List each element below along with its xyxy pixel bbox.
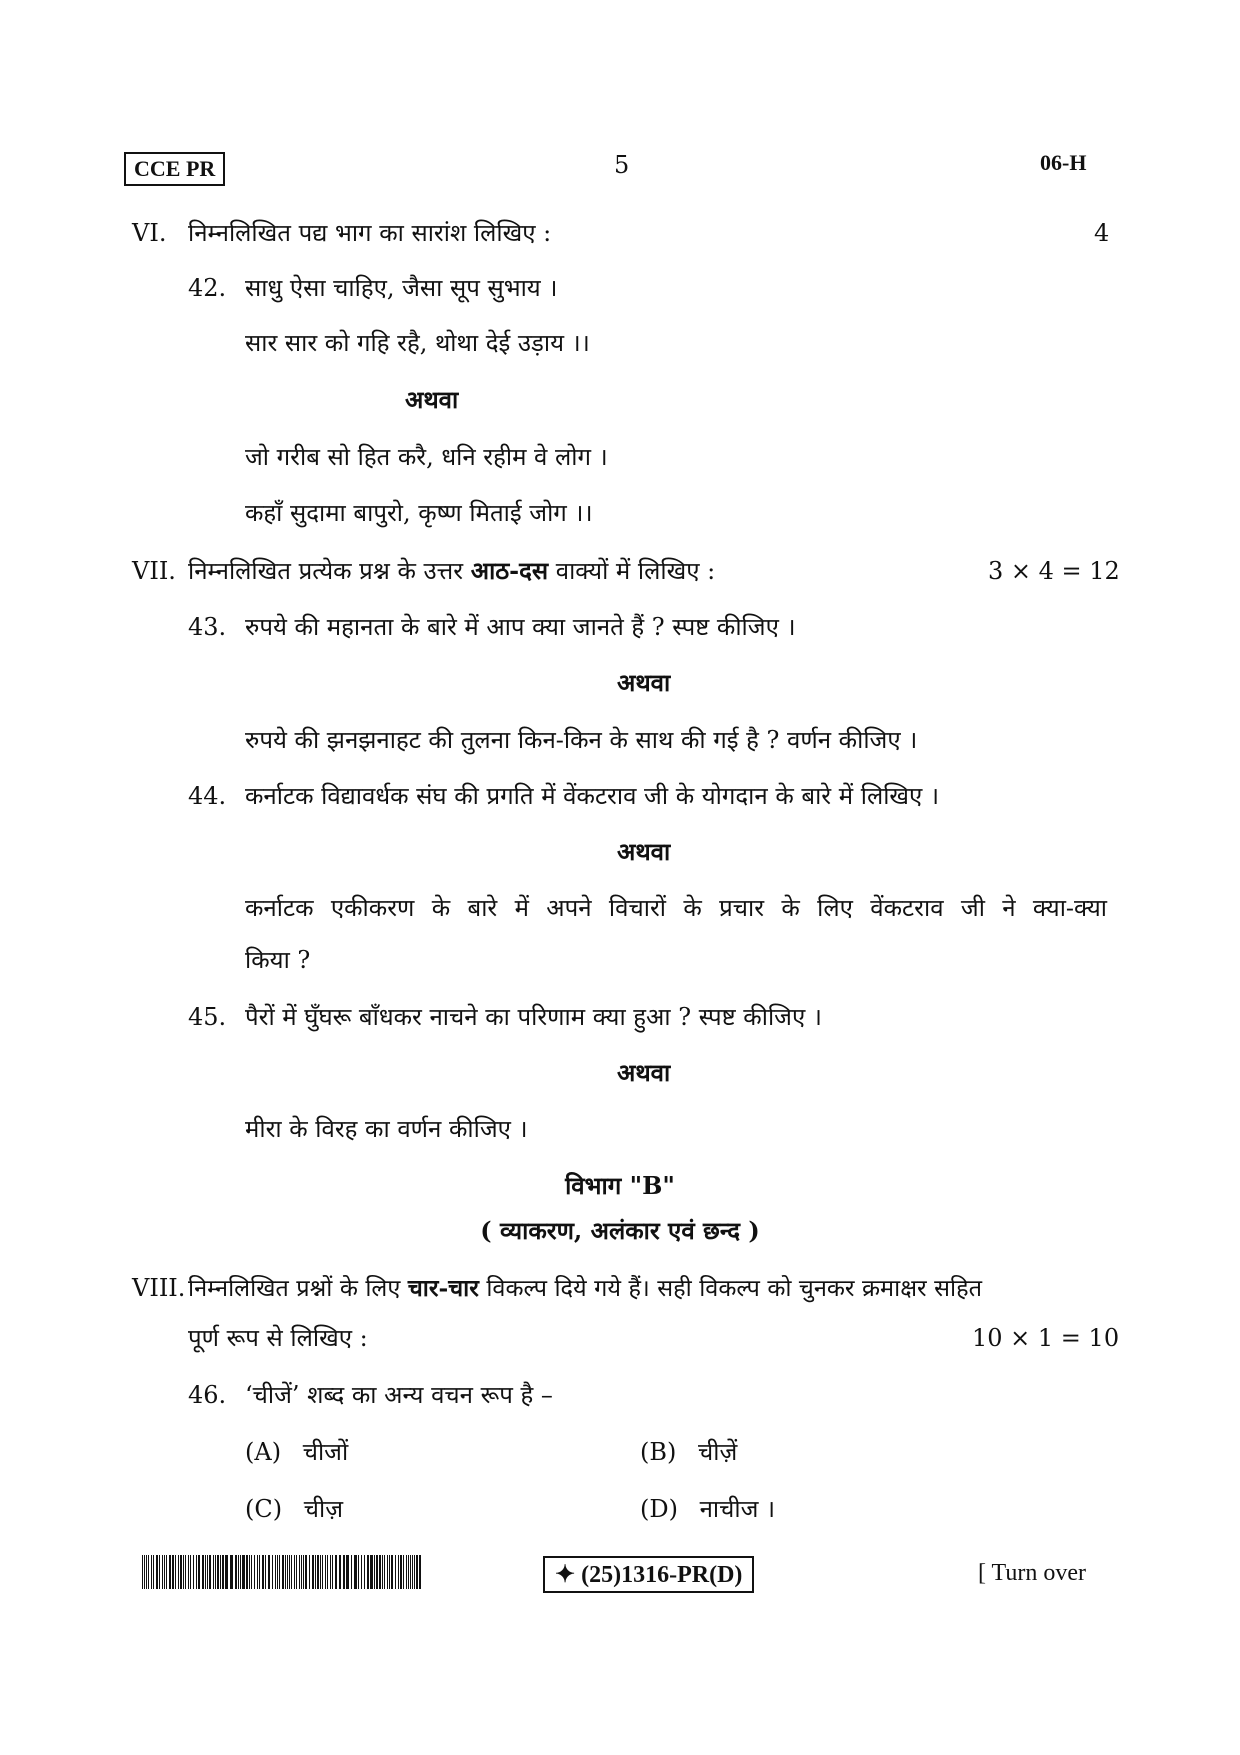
barcode-bar <box>339 1555 341 1589</box>
barcode-bar <box>242 1555 245 1589</box>
barcode-bar <box>180 1555 182 1589</box>
section-8-instruction-post: विकल्प दिये गये हैं। सही विकल्प को चुनकर क्रमाक्षर सहित <box>486 1274 982 1302</box>
barcode-bar <box>315 1555 316 1589</box>
barcode-bar <box>400 1555 402 1589</box>
barcode-bar <box>217 1555 219 1589</box>
barcode-bar <box>142 1555 143 1589</box>
barcode-bar <box>172 1555 174 1589</box>
barcode-bar <box>398 1555 399 1589</box>
barcode-bar <box>175 1555 176 1589</box>
q42-alt-line-1: जो गरीब सो हित करै, धनि रहीम वे लोग । <box>245 443 608 471</box>
barcode-bar <box>289 1555 290 1589</box>
barcode-bar <box>275 1555 276 1589</box>
section-7-instruction-pre: निम्नलिखित प्रत्येक प्रश्न के उत्तर <box>188 557 464 585</box>
barcode-bar <box>268 1555 270 1589</box>
barcode-bar <box>367 1555 369 1589</box>
barcode-bar <box>361 1555 362 1589</box>
barcode-bar <box>322 1555 323 1589</box>
barcode-bar <box>395 1555 396 1589</box>
barcode-bar <box>254 1555 255 1589</box>
barcode-bar <box>220 1555 221 1589</box>
barcode-bar <box>320 1555 321 1589</box>
barcode-bar <box>374 1555 375 1589</box>
barcode-bar <box>209 1555 211 1589</box>
subject-code: 06-H <box>1040 150 1087 175</box>
q42-line-1: साधु ऐसा चाहिए, जैसा सूप सुभाय । <box>245 274 558 302</box>
q44-or: अथवा <box>617 837 671 866</box>
barcode-bar <box>343 1555 345 1589</box>
barcode-bar <box>262 1555 264 1589</box>
option-text: चीजों <box>302 1438 349 1466</box>
paper-code-footer-text: (25)1316-PR(D) <box>581 1562 743 1588</box>
barcode-bar <box>358 1555 359 1589</box>
paper-code-footer <box>543 1556 754 1593</box>
q46-text: ‘चीजें’ शब्द का अन्य वचन रूप है – <box>245 1381 553 1409</box>
option-label: (A) <box>245 1438 282 1466</box>
q42-or: अथवा <box>405 385 459 414</box>
barcode-bar <box>325 1555 326 1589</box>
barcode-bar <box>144 1555 145 1589</box>
barcode-bar <box>384 1555 385 1589</box>
barcode-bar <box>205 1555 206 1589</box>
barcode-bar <box>183 1555 184 1589</box>
barcode-bar <box>196 1555 197 1589</box>
barcode-bar <box>389 1555 390 1589</box>
paper-code-text: CCE PR <box>134 156 216 181</box>
barcode-bar <box>153 1555 154 1589</box>
q42-alt-line-2: कहाँ सुदामा बापुरो, कृष्ण मिताई जोग ।। <box>245 499 593 527</box>
barcode-bar <box>406 1555 407 1589</box>
q44-number: 44. <box>188 782 227 810</box>
barcode-bar <box>332 1555 333 1589</box>
q45-alt: मीरा के विरह का वर्णन कीजिए । <box>245 1115 528 1143</box>
barcode-bar <box>312 1555 314 1589</box>
barcode-bar <box>259 1555 260 1589</box>
barcode-bar <box>148 1555 149 1589</box>
barcode-bar <box>414 1555 415 1589</box>
barcode-bar <box>282 1555 284 1589</box>
barcode-bar <box>169 1555 171 1589</box>
barcode-bar <box>159 1555 160 1589</box>
barcode-image <box>142 1555 424 1589</box>
barcode-bar <box>317 1555 319 1589</box>
section-b-subtitle: ( व्याकरण, अलंकार एवं छन्द ) <box>480 1216 760 1245</box>
section-7-marks: 3 × 4 = 12 <box>988 557 1120 585</box>
q46-option-b <box>640 1437 737 1467</box>
q43-alt: रुपये की झनझनाहट की तुलना किन-किन के साथ की गई है ? वर्णन कीजिए । <box>245 726 918 754</box>
barcode-bar <box>178 1555 179 1589</box>
barcode-bar <box>303 1555 304 1589</box>
barcode-bar <box>370 1555 373 1589</box>
barcode-bar <box>296 1555 297 1589</box>
barcode-bar <box>251 1555 252 1589</box>
barcode-bar <box>379 1555 381 1589</box>
barcode-bar <box>207 1555 208 1589</box>
option-text: नाचीज । <box>699 1495 776 1523</box>
section-6-number: VI. <box>132 219 167 247</box>
barcode-bar <box>249 1555 250 1589</box>
option-label: (C) <box>245 1495 283 1523</box>
barcode-bar <box>215 1555 216 1589</box>
barcode-bar <box>238 1555 239 1589</box>
barcode-bar <box>222 1555 224 1589</box>
barcode-bar <box>330 1555 331 1589</box>
barcode-bar <box>272 1555 273 1589</box>
barcode-bar <box>230 1555 233 1589</box>
q43-text: रुपये की महानता के बारे में आप क्या जानते हैं ? स्पष्ट कीजिए । <box>245 613 796 641</box>
q44-text: कर्नाटक विद्यावर्धक संघ की प्रगति में वेंकटराव जी के योगदान के बारे में लिखिए । <box>245 782 940 810</box>
section-8-instruction <box>188 1273 1108 1303</box>
section-7-number: VII. <box>132 557 176 585</box>
barcode-bar <box>225 1555 228 1589</box>
barcode-bar <box>403 1555 404 1589</box>
barcode-bar <box>299 1555 300 1589</box>
section-8-instruction-pre: निम्नलिखित प्रश्नों के लिए <box>188 1274 401 1302</box>
barcode-bar <box>291 1555 292 1589</box>
barcode-bar <box>277 1555 278 1589</box>
barcode-bar <box>235 1555 237 1589</box>
barcode-bar <box>305 1555 307 1589</box>
barcode-bar <box>294 1555 295 1589</box>
section-b-title: विभाग "B" <box>565 1171 675 1200</box>
section-7-instruction-bold: आठ-दस <box>470 556 549 585</box>
barcode-bar <box>193 1555 194 1589</box>
barcode-bar <box>335 1555 337 1589</box>
barcode-bar <box>188 1555 189 1589</box>
barcode-bar <box>164 1555 165 1589</box>
barcode-bar <box>364 1555 365 1589</box>
barcode-bar <box>387 1555 388 1589</box>
q42-line-2: सार सार को गहि रहै, थोथा देई उड़ाय ।। <box>245 329 590 357</box>
q45-number: 45. <box>188 1003 227 1031</box>
barcode-bar <box>213 1555 214 1589</box>
barcode-bar <box>156 1555 158 1589</box>
barcode-bar <box>408 1555 409 1589</box>
barcode-bar <box>382 1555 383 1589</box>
q45-text: पैरों में घुँघरू बाँधकर नाचने का परिणाम क्या हुआ ? स्पष्ट कीजिए । <box>245 1003 822 1031</box>
barcode-bar <box>416 1555 418 1589</box>
barcode-bar <box>202 1555 204 1589</box>
barcode-bar <box>309 1555 310 1589</box>
q43-or: अथवा <box>617 668 671 697</box>
section-6-instruction: निम्नलिखित पद्य भाग का सारांश लिखिए : <box>188 219 552 247</box>
barcode-bar <box>190 1555 191 1589</box>
option-label: (B) <box>640 1438 677 1466</box>
barcode-bar <box>146 1555 147 1589</box>
barcode-bar <box>162 1555 163 1589</box>
barcode-bar <box>410 1555 411 1589</box>
page-number: 5 <box>614 151 630 179</box>
barcode-bar <box>351 1555 352 1589</box>
barcode-bar <box>246 1555 248 1589</box>
section-8-instruction-bold: चार-चार <box>407 1274 479 1302</box>
q46-option-d <box>640 1494 775 1524</box>
section-8-marks: 10 × 1 = 10 <box>972 1324 1120 1352</box>
barcode-bar <box>419 1555 421 1589</box>
barcode-bar <box>185 1555 186 1589</box>
q45-or: अथवा <box>617 1058 671 1087</box>
q46-number: 46. <box>188 1381 227 1409</box>
barcode-bar <box>376 1555 378 1589</box>
barcode-bar <box>151 1555 152 1589</box>
option-text: चीज़ <box>303 1495 343 1523</box>
section-8-instruction-line-2: पूर्ण रूप से लिखिए : <box>188 1324 368 1352</box>
barcode-bar <box>166 1555 167 1589</box>
section-7-instruction <box>188 556 715 586</box>
barcode-bar <box>265 1555 266 1589</box>
q44-alt-line-2: किया ? <box>245 946 311 974</box>
barcode-bar <box>240 1555 241 1589</box>
q42-number: 42. <box>188 274 227 302</box>
barcode-bar <box>354 1555 357 1589</box>
option-label: (D) <box>640 1495 678 1523</box>
barcode-bar <box>412 1555 413 1589</box>
q44-alt-line-1: कर्नाटक एकीकरण के बारे में अपने विचारों के प्रचार के लिए वेंकटराव जी ने क्या-क्या <box>245 894 1107 922</box>
barcode-bar <box>257 1555 258 1589</box>
paper-code-badge <box>124 152 225 186</box>
barcode-bar <box>346 1555 349 1589</box>
q46-option-c <box>245 1494 343 1524</box>
option-text: चीज़ें <box>698 1438 738 1466</box>
q43-number: 43. <box>188 613 227 641</box>
barcode-bar <box>287 1555 288 1589</box>
barcode-bar <box>198 1555 200 1589</box>
barcode-bar <box>391 1555 393 1589</box>
q46-option-a <box>245 1437 348 1467</box>
section-8-number: VIII. <box>132 1274 186 1302</box>
section-6-marks: 4 <box>1094 219 1110 247</box>
barcode-bar <box>285 1555 286 1589</box>
barcode-bar <box>279 1555 280 1589</box>
section-7-instruction-post: वाक्यों में लिखिए : <box>555 557 716 585</box>
barcode-bar <box>301 1555 302 1589</box>
star-icon: ✦ <box>555 1562 576 1588</box>
barcode-bar <box>327 1555 328 1589</box>
turn-over-label: [ Turn over <box>978 1560 1087 1586</box>
